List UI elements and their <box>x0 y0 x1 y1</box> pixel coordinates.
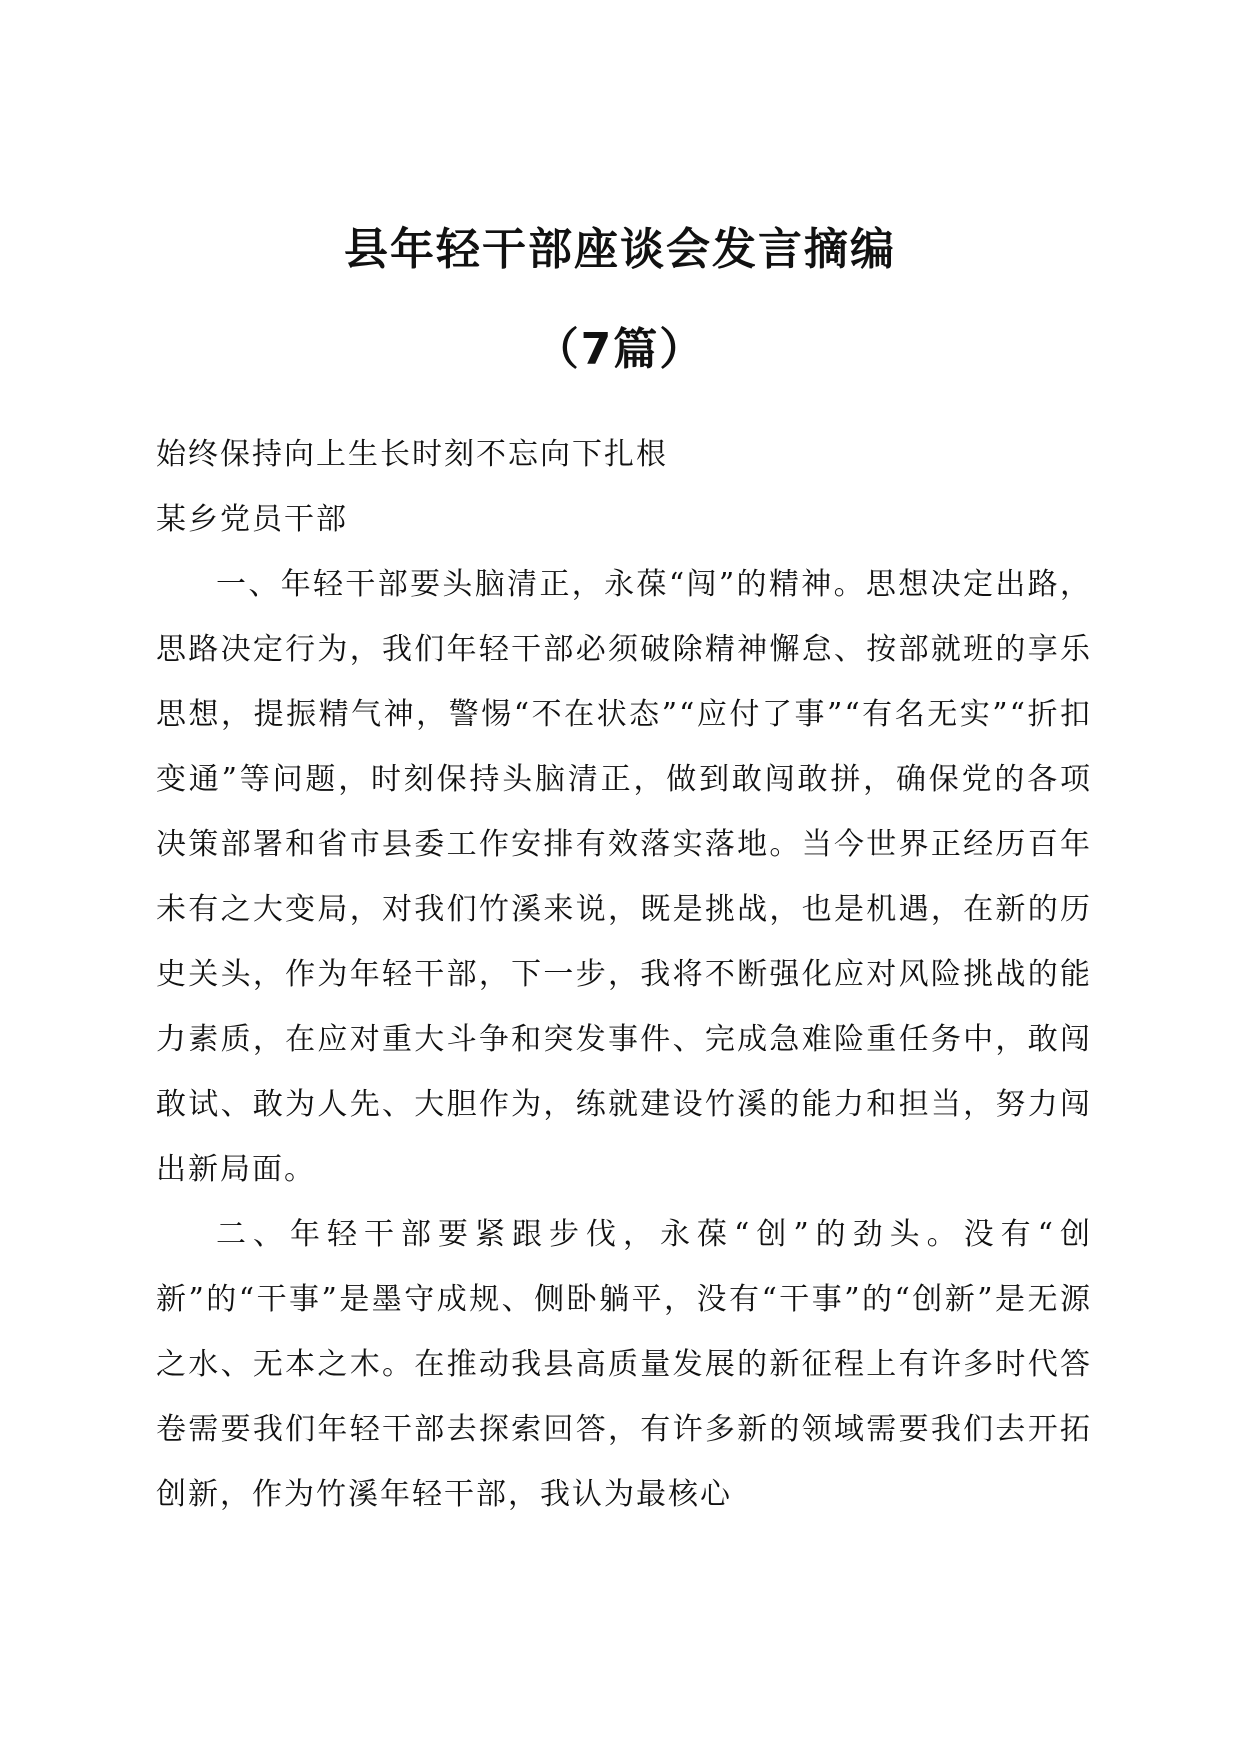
paragraph-1: 一、年轻干部要头脑清正，永葆“闯”的精神。思想决定出路，思路决定行为，我们年轻干部必须破除精神懈怠、按部就班的享乐思想，提振精气神，警惕“不在状态”“应付了事”“有名无实”“折扣变通”等问题，时刻保持头脑清正，做到敢闯敢拼，确保党的各项决策部署和省市县委工作安排有效落实落地。当今世界正经历百年未有之大变局，对我们竹溪来说，既是挑战，也是机遇，在新的历史关头，作为年轻干部，下一步，我将不断强化应对风险挑战的能力素质，在应对重大斗争和突发事件、完成急难险重任务中，敢闯敢试、敢为人先、大胆作为，练就建设竹溪的能力和担当，努力闯出新局面。 <box>156 567 1092 1187</box>
paragraph-2: 二、年轻干部要紧跟步伐，永葆“创”的劲头。没有“创新”的“干事”是墨守成规、侧卧躺平，没有“干事”的“创新”是无源之水、无本之木。在推动我县高质量发展的新征程上有许多时代答卷需要我们年轻干部去探索回答，有许多新的领域需要我们去开拓创新，作为竹溪年轻干部，我认为最核心 <box>156 1217 1092 1512</box>
document-title: 县年轻干部座谈会发言摘编 <box>344 224 896 275</box>
article-title: 始终保持向上生长时刻不忘向下扎根 <box>156 437 668 472</box>
document-body <box>156 422 1092 1527</box>
document-subtitle: （7篇） <box>534 324 706 375</box>
article-author: 某乡党员干部 <box>156 502 348 537</box>
